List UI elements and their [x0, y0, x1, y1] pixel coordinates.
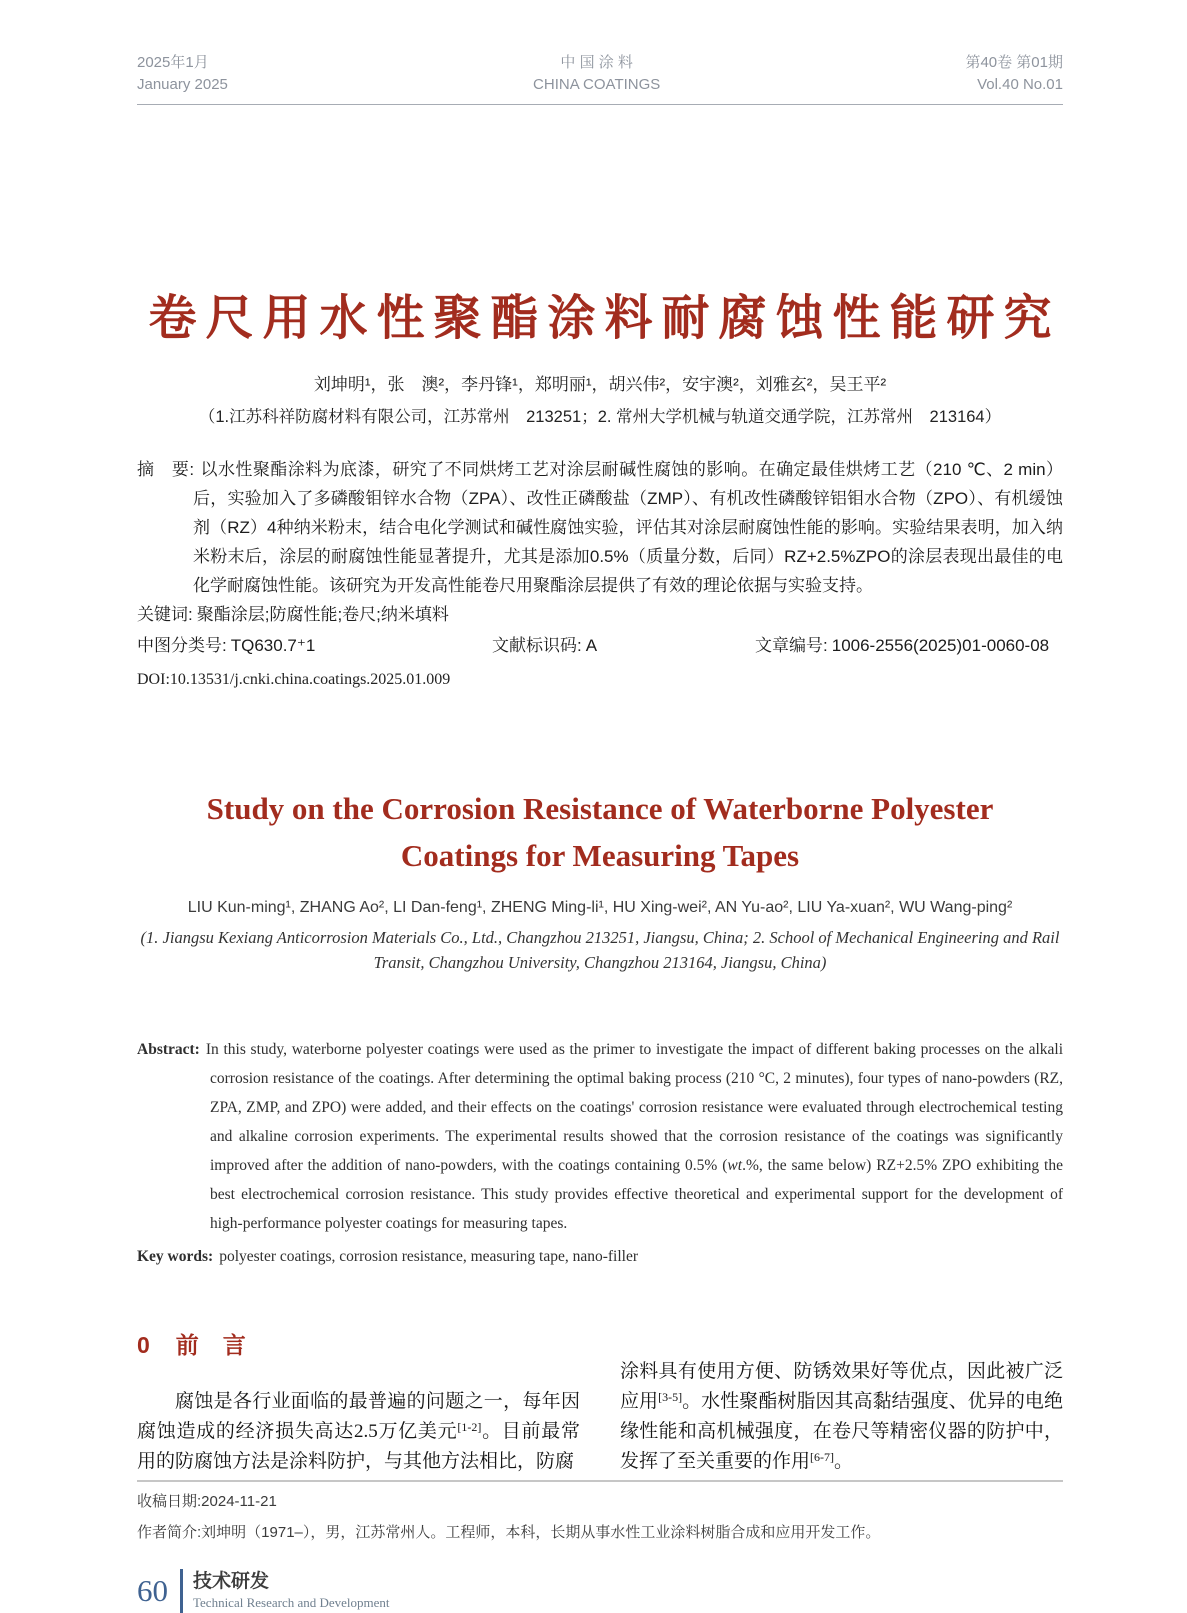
- article-id-value: 1006-2556(2025)01-0060-08: [831, 636, 1050, 655]
- abstract-cn: [137, 455, 1063, 600]
- intro-section: [137, 1329, 1063, 1477]
- header-issue-block: [965, 52, 1063, 96]
- intro-right-column: [620, 1329, 1063, 1477]
- journal-name-cn: 中 国 涂 料: [560, 54, 633, 71]
- keywords-en: [137, 1242, 1063, 1271]
- authors-cn: 刘坤明¹，张 澳²，李丹锋¹，郑明丽¹，胡兴伟²，安宇澳²，刘雅玄²，吴王平²: [313, 375, 887, 394]
- doc-code-label: 文献标识码:: [492, 636, 582, 655]
- keywords-text-en: polyester coatings, corrosion resistance, measuring tape, nano-filler: [219, 1248, 638, 1265]
- affiliation-cn: （1.江苏科祥防腐材料有限公司，江苏常州 213251；2. 常州大学机械与轨道交通学院，江苏常州 213164）: [198, 408, 1002, 426]
- affiliation-en: (1. Jiangsu Kexiang Anticorrosion Materials Co., Ltd., Changzhou 213251, Jiangsu, China; 2. School of Mechanical Engineering and Rail Transit, Changzhou University, Changzhou 213164, Jiangsu, China): [140, 928, 1060, 972]
- keywords-cn: [137, 600, 1063, 629]
- journal-name-en: CHINA COATINGS: [533, 76, 661, 93]
- author-bio: 作者简介:刘坤明（1971–），男，江苏常州人。工程师，本科，长期从事水性工业涂料树脂合成和应用开发工作。: [137, 1524, 881, 1541]
- intro-paragraph-right: 涂料具有使用方便、防锈效果好等优点，因此被广泛应用[3-5]。水性聚酯树脂因其高黏结强度、优异的电绝缘性能和高机械强度，在卷尺等精密仪器的防护中，发挥了至关重要的作用[6-7]。: [620, 1361, 1063, 1472]
- clc-label: 中图分类号:: [137, 636, 227, 655]
- doi: DOI:10.13531/j.cnki.china.coatings.2025.01.009: [137, 671, 451, 688]
- clc-value: TQ630.7⁺1: [230, 636, 316, 655]
- abstract-text-en: In this study, waterborne polyester coatings were used as the primer to investigate the impact of different baking processes on the alkali corrosion resistance of the coatings. After determining the optimal baking process (210 °C, 2 minutes), four types of nano-powders (RZ, ZPA, ZMP, and ZPO) were added, and their effects on the coatings' corrosion resistance were evaluated through electrochemical testing and alkaline corrosion experiments. The experimental results showed that the corrosion resistance of the coatings was significantly improved after the addition of nano-powders, with the coatings containing 0.5% (wt.%, the same below) RZ+2.5% ZPO exhibiting the best electrochemical corrosion resistance. This study provides effective theoretical and experimental support for the development of high-performance polyester coatings for measuring tapes.: [205, 1041, 1063, 1232]
- article-id-label: 文章编号:: [755, 636, 828, 655]
- article-title-en-line1: Study on the Corrosion Resistance of Waterborne Polyester: [206, 791, 994, 826]
- header-issue-cn: 第40卷 第01期: [965, 54, 1063, 71]
- received-date: 收稿日期:2024-11-21: [137, 1493, 277, 1510]
- intro-left-column: [137, 1329, 580, 1477]
- footer-column-en: Technical Research and Development: [193, 1595, 390, 1610]
- abstract-en: [137, 1035, 1063, 1238]
- page-number: 60: [137, 1573, 168, 1608]
- header-issue-en: Vol.40 No.01: [977, 76, 1063, 93]
- section-title-word2: 言: [222, 1332, 246, 1358]
- footer-column-labels: [193, 1570, 390, 1612]
- keywords-text-cn: 聚酯涂层;防腐性能;卷尺;纳米填料: [196, 605, 449, 624]
- authors-en: LIU Kun-ming¹, ZHANG Ao², LI Dan-feng¹, ZHENG Ming-li¹, HU Xing-wei², AN Yu-ao², LIU Ya-xuan², WU Wang-ping²: [187, 899, 1013, 916]
- footnote-divider: [137, 1480, 1063, 1482]
- page-footer: [137, 1569, 1063, 1613]
- keywords-label-cn: 关键词:: [137, 605, 193, 624]
- clc-field: [137, 634, 492, 658]
- footer-column-cn: 技术研发: [193, 1571, 270, 1592]
- journal-header: [137, 0, 1063, 105]
- intro-paragraph-left: 腐蚀是各行业面临的最普遍的问题之一，每年因腐蚀造成的经济损失高达2.5万亿美元[1-2]。目前最常用的防腐蚀方法是涂料防护，与其他方法相比，防腐: [137, 1391, 580, 1472]
- doc-code-value: A: [585, 636, 598, 655]
- article-meta-row: [137, 634, 1063, 658]
- header-date-cn: 2025年1月: [137, 54, 209, 71]
- article-id-field: [755, 634, 1063, 658]
- article-title-cn: 卷尺用水性聚酯涂料耐腐蚀性能研究: [148, 292, 1061, 345]
- abstract-label-en: Abstract:: [137, 1041, 200, 1058]
- doc-code-field: [492, 634, 755, 658]
- article-title-en-line2: Coatings for Measuring Tapes: [400, 838, 800, 873]
- keywords-label-en: Key words:: [137, 1248, 214, 1265]
- article-title-en: [137, 785, 1063, 879]
- header-date-en: January 2025: [137, 76, 228, 93]
- header-journal-block: [533, 52, 660, 96]
- abstract-text-cn: 以水性聚酯涂料为底漆，研究了不同烘烤工艺对涂层耐碱性腐蚀的影响。在确定最佳烘烤工艺（210 ℃、2 min）后，实验加入了多磷酸钼锌水合物（ZPA）、改性正磷酸盐（ZMP）、有机改性磷酸锌铝钼水合物（ZPO）、有机缓蚀剂（RZ）4种纳米粉末，结合电化学测试和碱性腐蚀实验，评估其对涂层耐腐蚀性能的影响。实验结果表明，加入纳米粉末后，涂层的耐腐蚀性能显著提升，尤其是添加0.5%（质量分数，后同）RZ+2.5%ZPO的涂层表现出最佳的电化学耐腐蚀性能。该研究为开发高性能卷尺用聚酯涂层提供了有效的理论依据与实验支持。: [193, 460, 1064, 595]
- abstract-label-cn: 摘 要:: [137, 460, 195, 479]
- header-date-block: [137, 52, 228, 96]
- section-number: 0: [137, 1332, 150, 1358]
- section-title-word1: 前: [175, 1332, 199, 1358]
- section-heading: [137, 1329, 580, 1361]
- footer-divider-bar: [180, 1569, 183, 1613]
